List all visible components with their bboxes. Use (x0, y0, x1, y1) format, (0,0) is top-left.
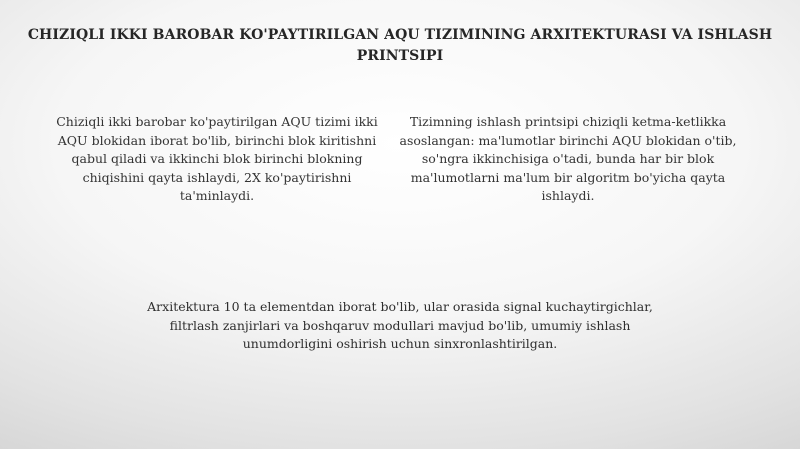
left-paragraph: Chiziqli ikki barobar ko'paytirilgan AQU tizimi ikki AQU blokidan iborat bo'lib, birinchi blok kiritishni qabul qiladi va ikkinchi blok birinchi blokning chiqishini qayta ishlaydi, 2X ko'paytirishni ta'minlaydi. (56, 114, 378, 203)
right-paragraph: Tizimning ishlash printsipi chiziqli ketma-ketlikka asoslangan: ma'lumotlar birinchi AQU blokidan o'tib, so'ngra ikkinchisiga o'tadi, bunda har bir blok ma'lumotlarni ma'lum bir algoritm bo'yicha qayta ishlaydi. (399, 114, 737, 203)
slide-title: CHIZIQLI IKKI BAROBAR KO'PAYTIRILGAN AQU TIZIMINING ARXITEKTURASI VA ISHLASH PRINTSIPI (27, 27, 773, 64)
bottom-paragraph: Arxitektura 10 ta elementdan iborat bo'lib, ular orasida signal kuchaytirgichlar, filtrlash zanjirlari va boshqaruv modullari mavjud bo'lib, umumiy ishlash unumdorligini oshirish uchun sinxronlashtirilgan. (147, 299, 653, 351)
